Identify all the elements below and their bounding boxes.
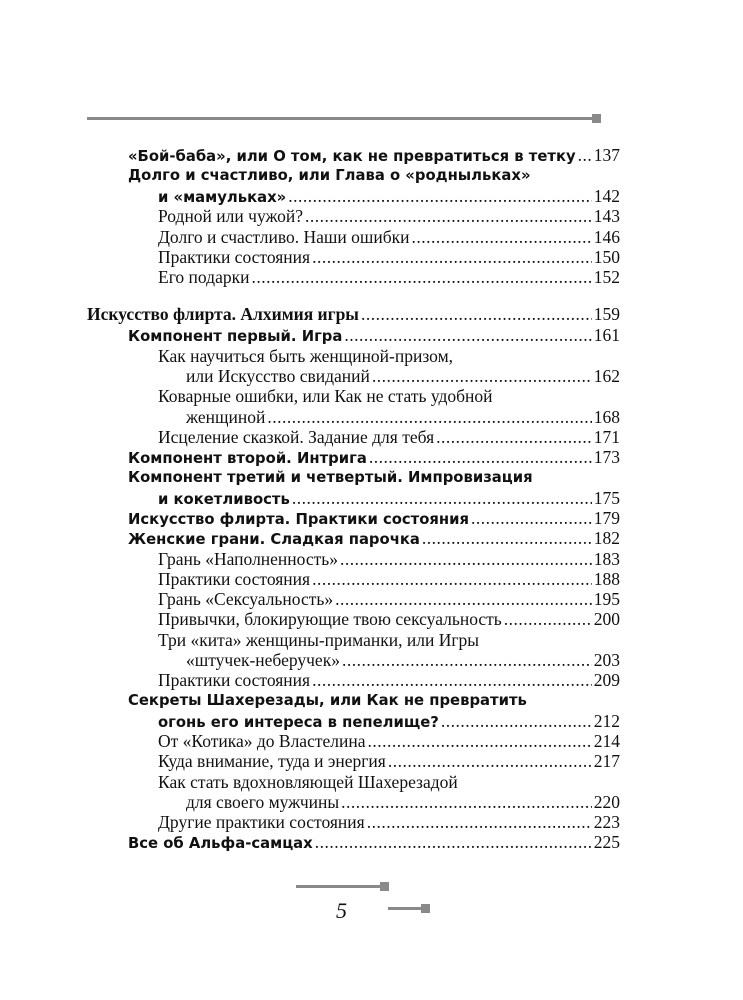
toc-entry <box>158 750 620 772</box>
toc-dot-leader <box>361 303 592 325</box>
toc-entry <box>158 608 620 630</box>
toc-entry <box>158 226 620 248</box>
toc-entry-page: 142 <box>593 186 620 206</box>
toc-entry-title: Исцеление сказкой. Задание для тебя <box>158 427 435 447</box>
toc-dot-leader <box>342 649 592 671</box>
toc-entry-page: 168 <box>593 407 620 427</box>
toc-entry-page: 225 <box>593 832 620 852</box>
toc-entry-page: 195 <box>593 589 620 609</box>
toc-entry <box>158 811 620 833</box>
toc-entry-title: Привычки, блокирующие твою сексуальность <box>158 609 502 629</box>
toc-entry-page: 188 <box>593 569 620 589</box>
toc-dot-leader <box>288 185 592 207</box>
toc-dot-leader <box>312 568 592 590</box>
toc-entry-title: Все об Альфа-самцах <box>128 835 313 852</box>
toc-dot-leader <box>471 507 592 529</box>
toc-entry-page: 161 <box>593 325 620 345</box>
toc-entry-title: или Искусство свиданий <box>186 366 370 386</box>
toc-entry-page: 150 <box>593 247 620 267</box>
toc-entry-title: Грань «Наполненность» <box>158 549 338 569</box>
toc-entry-title: Как стать вдохновляющей Шахерезадой <box>158 772 458 792</box>
toc-entry <box>128 831 620 855</box>
toc-entry-title: Долго и счастливо, или Глава о «родныльках» <box>128 167 531 184</box>
toc-entry-title: Практики состояния <box>158 670 311 690</box>
toc-entry-page: 182 <box>593 528 620 548</box>
toc-dot-leader <box>504 608 592 630</box>
toc-dot-leader <box>388 750 592 772</box>
toc-entry-page: 143 <box>593 206 620 226</box>
toc-entry-title: Другие практики состояния <box>158 812 365 832</box>
toc-entry-page: 220 <box>593 792 620 812</box>
toc-entry-title: Практики состояния <box>158 569 311 589</box>
toc-entry <box>87 303 620 325</box>
toc-entry-title: Как научиться быть женщиной-призом, <box>158 346 454 366</box>
toc-entry-page: 217 <box>593 751 620 771</box>
toc-dot-leader <box>368 730 592 752</box>
toc-entry <box>158 426 620 448</box>
toc-entry-page: 203 <box>593 650 620 670</box>
toc-dot-leader <box>367 811 592 833</box>
toc-entry-title: Три «кита» женщины-приманки, или Игры <box>158 630 480 650</box>
toc-dot-leader <box>436 426 592 448</box>
toc-entry-page: 162 <box>593 366 620 386</box>
footer-rule-right <box>388 907 424 910</box>
toc-entry-title: Секреты Шахерезады, или Как не превратить <box>128 692 527 709</box>
toc-dot-leader <box>312 669 592 691</box>
toc-dot-leader <box>422 527 592 549</box>
toc-dot-leader <box>340 548 592 570</box>
toc-dot-leader <box>312 246 592 268</box>
toc-entry-title: Компонент второй. Интрига <box>128 450 367 467</box>
toc-dot-leader <box>578 144 592 166</box>
toc-entry-page: 159 <box>593 304 620 324</box>
toc-entry-title: и кокетливость <box>158 491 290 508</box>
toc-entry-title: женщиной <box>186 407 266 427</box>
toc-entry <box>158 669 620 691</box>
toc-entry-title: Грань «Сексуальность» <box>158 589 334 609</box>
toc-entry-title: Компонент первый. Игра <box>128 328 343 345</box>
toc-dot-leader <box>344 324 591 346</box>
toc-dot-leader <box>305 205 592 227</box>
toc-entry-page: 214 <box>593 731 620 751</box>
page-number: 5 <box>336 898 347 923</box>
toc-entry-title: «штучек-неберучек» <box>186 650 340 670</box>
toc-entry-title: Родной или чужой? <box>158 206 303 226</box>
toc-entry-title: Долго и счастливо. Наши ошибки <box>158 227 410 247</box>
toc-entry <box>186 365 620 387</box>
toc-entry <box>158 205 620 227</box>
toc-entry-title: Коварные ошибки, или Как не стать удобной <box>158 386 493 406</box>
toc-entry-title: Куда внимание, туда и энергия <box>158 751 386 771</box>
toc-entry <box>158 548 620 570</box>
toc-entry <box>158 568 620 590</box>
toc-entry-title: «Бой-баба», или О том, как не превратиться в тетку <box>128 148 576 165</box>
toc-entry-page: 200 <box>593 609 620 629</box>
toc-entry <box>186 649 620 671</box>
footer-rule-right-square <box>421 904 430 913</box>
toc-entry-page: 223 <box>593 812 620 832</box>
toc-entry-page: 173 <box>593 447 620 467</box>
toc-dot-leader <box>251 266 591 288</box>
footer-rule-left <box>296 885 382 888</box>
footer-rule-left-square <box>380 882 389 891</box>
toc-entry-page: 171 <box>593 427 620 447</box>
toc-entry-page: 152 <box>593 267 620 287</box>
toc-entry-title: От «Котика» до Властелина <box>158 731 366 751</box>
toc-dot-leader <box>412 226 592 248</box>
toc-entry-title: Практики состояния <box>158 247 311 267</box>
toc-dot-leader <box>315 831 592 853</box>
toc-dot-leader <box>372 365 592 387</box>
toc-dot-leader <box>441 710 592 732</box>
toc-entry <box>186 406 620 428</box>
toc-entry-title: и «мамульках» <box>158 189 287 206</box>
toc-dot-leader <box>369 446 592 468</box>
toc-entry <box>186 791 620 813</box>
toc-entry-page: 183 <box>593 549 620 569</box>
toc-entry-page: 137 <box>593 145 620 165</box>
toc-entry-title: Его подарки <box>158 267 250 287</box>
toc-entry-title: Компонент третий и четвертый. Импровизация <box>128 469 533 486</box>
toc-dot-leader <box>267 406 591 428</box>
toc-entry-title: Искусство флирта. Практики состояния <box>128 511 470 528</box>
toc-entry-page: 212 <box>593 711 620 731</box>
toc-entry <box>158 266 620 288</box>
toc-entry-title: Женские грани. Сладкая парочка <box>128 531 420 548</box>
toc-entry-page: 209 <box>593 670 620 690</box>
toc-entry <box>158 588 620 610</box>
toc-entry-page: 146 <box>593 227 620 247</box>
toc-entry-page: 179 <box>593 508 620 528</box>
toc-entry-title: огонь его интереса в пепелище? <box>158 714 439 731</box>
toc-entry-title: для своего мужчины <box>186 792 340 812</box>
toc-section-title: Искусство флирта. Алхимия игры <box>87 304 359 324</box>
toc-dot-leader <box>335 588 592 610</box>
toc-dot-leader <box>341 791 592 813</box>
toc-dot-leader <box>292 487 592 509</box>
toc-entry-page: 175 <box>593 488 620 508</box>
toc-entry <box>158 730 620 752</box>
toc-entry <box>158 246 620 268</box>
